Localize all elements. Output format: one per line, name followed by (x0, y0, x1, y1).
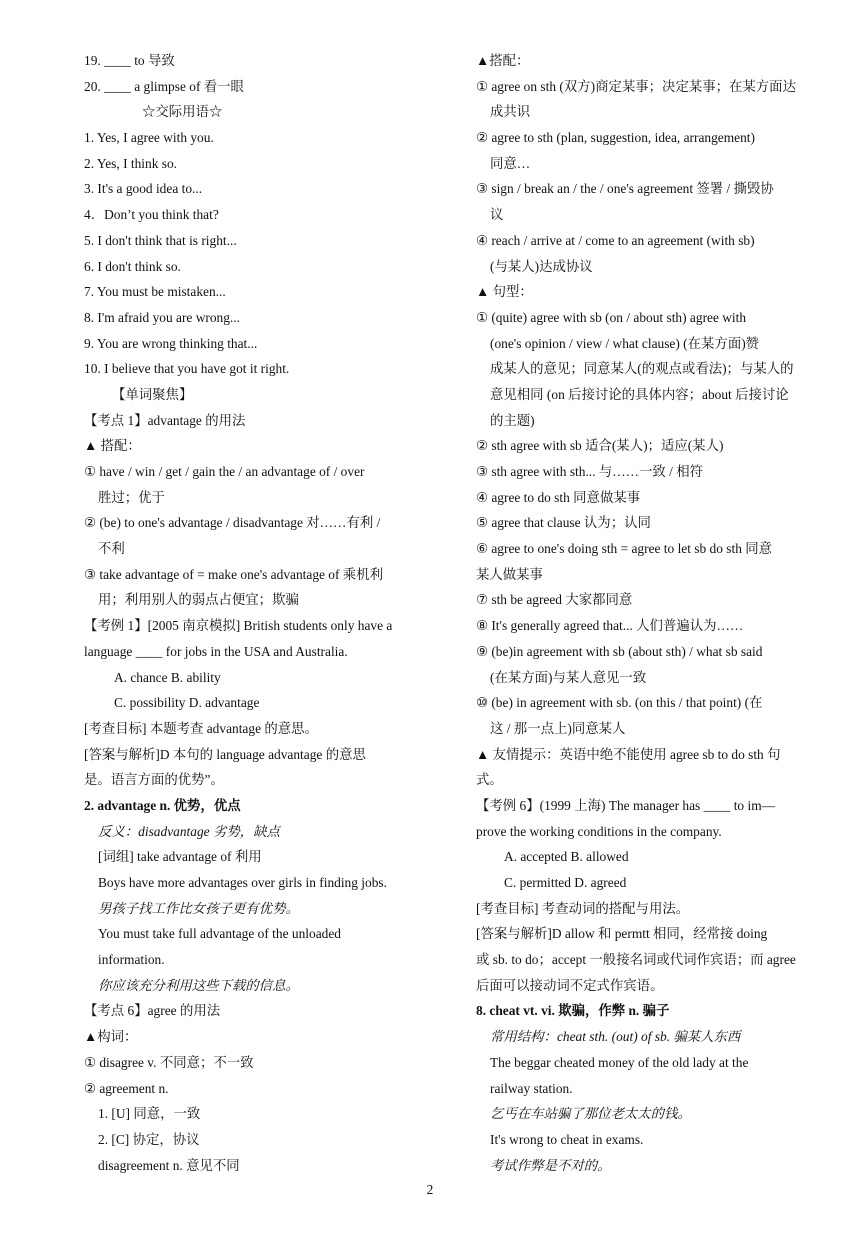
right-line: ② agree to sth (plan, suggestion, idea, arrangement) (476, 130, 755, 146)
left-line: 6. I don't think so. (84, 258, 181, 274)
left-line: 2. Yes, I think so. (84, 155, 178, 171)
right-line: (one's opinion / view / what clause) (在某方面)赞 (490, 335, 760, 351)
right-column (476, 48, 836, 1178)
left-line: ① disagree v. 不同意；不一致 (84, 1054, 254, 1070)
left-line: ② agreement n. (84, 1080, 169, 1096)
left-line: 20. ____ a glimpse of 看一眼 (84, 78, 244, 94)
left-line: 1. Yes, I agree with you. (84, 130, 214, 146)
left-line: 3. It's a good idea to... (84, 181, 203, 197)
right-line: ⑩ (be) in agreement with sb. (on this / that point) (在 (476, 695, 763, 711)
right-line: ▲ 友情提示：英语中绝不能使用 agree sb to do sth 句 (476, 746, 781, 762)
left-line: 男孩子找工作比女孩子更有优势。 (98, 900, 299, 916)
page-number: 2 (426, 1182, 434, 1197)
left-line: ▲ 搭配： (84, 438, 141, 454)
left-line: 5. I don't think that is right... (84, 232, 237, 248)
left-line: 4．Don’t you think that? (84, 207, 219, 223)
right-line: 同意… (490, 155, 531, 171)
left-line: disagreement n. 意见不同 (98, 1157, 240, 1173)
right-line: ④ agree to do sth 同意做某事 (476, 489, 641, 505)
right-line: ① (quite) agree with sb (on / about sth) agree with (476, 309, 747, 325)
left-line: 8. I'm afraid you are wrong... (84, 309, 240, 325)
right-line: 8. cheat vt. vi. 欺骗，作弊 n. 骗子 (476, 1003, 670, 1019)
right-line: 乞丐在车站骗了那位老太太的钱。 (490, 1106, 691, 1122)
right-line: 或 sb. to do；accept 一般接名词或代词作宾语；而 agree (476, 952, 796, 968)
right-line: 某人做某事 (476, 566, 543, 582)
left-line: 19. ____ to 导致 (84, 53, 175, 68)
left-line: 不利 (98, 541, 125, 557)
right-line: prove the working conditions in the company. (476, 823, 722, 839)
left-line: ☆交际用语☆ (142, 104, 223, 120)
right-line: ⑧ It's generally agreed that... 人们普遍认为…… (476, 618, 744, 634)
left-line: 2. advantage n. 优势，优点 (84, 797, 241, 813)
left-line: language ____ for jobs in the USA and Australia. (84, 643, 348, 659)
left-line: 是。语言方面的优势”。 (84, 772, 224, 788)
right-line: It's wrong to cheat in exams. (490, 1131, 644, 1147)
right-line: The beggar cheated money of the old lady at the (490, 1054, 749, 1070)
left-line: 用；利用别人的弱点占便宜；欺骗 (98, 592, 299, 608)
right-line: ④ reach / arrive at / come to an agreement (with sb) (476, 232, 755, 248)
right-line: ③ sign / break an / the / one's agreement 签署 / 撕毁协 (476, 181, 774, 197)
left-line: 10. I believe that you have got it right. (84, 361, 290, 377)
right-line: ③ sth agree with sth... 与……一致 / 相符 (476, 464, 703, 479)
left-line: 反义：disadvantage 劣势，缺点 (98, 823, 280, 839)
right-line: A. accepted B. allowed (504, 849, 629, 865)
right-line: (在某方面)与某人意见一致 (490, 669, 647, 685)
left-line: 【考例 1】[2005 南京模拟] British students only have a (84, 618, 393, 634)
right-line: 【考例 6】(1999 上海) The manager has ____ to im— (476, 797, 776, 813)
right-line: ② sth agree with sb 适合(某人)；适应(某人) (476, 438, 724, 454)
left-line: A. chance B. ability (114, 669, 221, 685)
right-line: 议 (490, 207, 504, 223)
left-line: information. (98, 952, 165, 968)
right-line: 的主题) (490, 412, 535, 428)
left-line: [答案与解析]D 本句的 language advantage 的意思 (84, 746, 366, 762)
left-line: 【单词聚焦】 (112, 386, 193, 402)
right-line: ① agree on sth (双方)商定某事；决定某事；在某方面达 (476, 78, 796, 94)
right-line: ⑥ agree to one's doing sth = agree to let sb do sth 同意 (476, 541, 773, 557)
right-line: ⑦ sth be agreed 大家都同意 (476, 592, 633, 608)
left-line: C. possibility D. advantage (114, 695, 260, 711)
right-line: 成共识 (490, 104, 531, 120)
right-line: 常用结构：cheat sth. (out) of sb. 骗某人东西 (490, 1029, 741, 1045)
left-line: ② (be) to one's advantage / disadvantage 对……有利 / (84, 515, 381, 531)
right-line: 意见相同 (on 后接讨论的具体内容；about 后接讨论 (490, 386, 789, 402)
left-line: ▲构词： (84, 1029, 138, 1045)
left-line: 9. You are wrong thinking that... (84, 335, 258, 351)
right-line: 式。 (476, 772, 503, 788)
left-line: [考查目标] 本题考查 advantage 的意思。 (84, 720, 318, 736)
right-line: railway station. (490, 1080, 573, 1096)
right-line: (与某人)达成协议 (490, 258, 593, 274)
left-line: Boys have more advantages over girls in finding jobs. (98, 875, 387, 890)
right-line: ▲ 句型： (476, 284, 533, 300)
right-line: C. permitted D. agreed (504, 875, 627, 890)
left-line: 【考点 1】advantage 的用法 (84, 412, 246, 428)
left-line: 你应该充分利用这些下载的信息。 (98, 977, 299, 993)
left-line: ① have / win / get / gain the / an advantage of / over (84, 464, 365, 479)
right-line: 这 / 那一点上)同意某人 (490, 720, 626, 736)
right-line: 成某人的意见；同意某人(的观点或看法)；与某人的 (490, 361, 794, 377)
left-line: 胜过；优于 (98, 489, 165, 505)
right-line: 后面可以接动词不定式作宾语。 (476, 977, 664, 993)
right-line: 考试作弊是不对的。 (490, 1157, 611, 1173)
right-line: [答案与解析]D allow 和 permtt 相同，经常接 doing (476, 926, 768, 942)
left-line: [词组] take advantage of 利用 (98, 849, 262, 865)
left-line: 【考点 6】agree 的用法 (84, 1003, 221, 1019)
left-line: 7. You must be mistaken... (84, 284, 226, 300)
left-column (84, 48, 434, 1178)
right-line: [考查目标] 考查动词的搭配与用法。 (476, 900, 690, 916)
left-line: ③ take advantage of = make one's advantage of 乘机利 (84, 566, 383, 582)
right-line: ▲搭配： (476, 53, 530, 68)
left-line: 2. [C] 协定，协议 (98, 1131, 200, 1147)
right-line: ⑤ agree that clause 认为；认同 (476, 515, 651, 531)
left-line: You must take full advantage of the unloaded (98, 926, 341, 942)
right-line: ⑨ (be)in agreement with sb (about sth) / what sb said (476, 643, 763, 659)
left-line: 1. [U] 同意，一致 (98, 1106, 201, 1122)
